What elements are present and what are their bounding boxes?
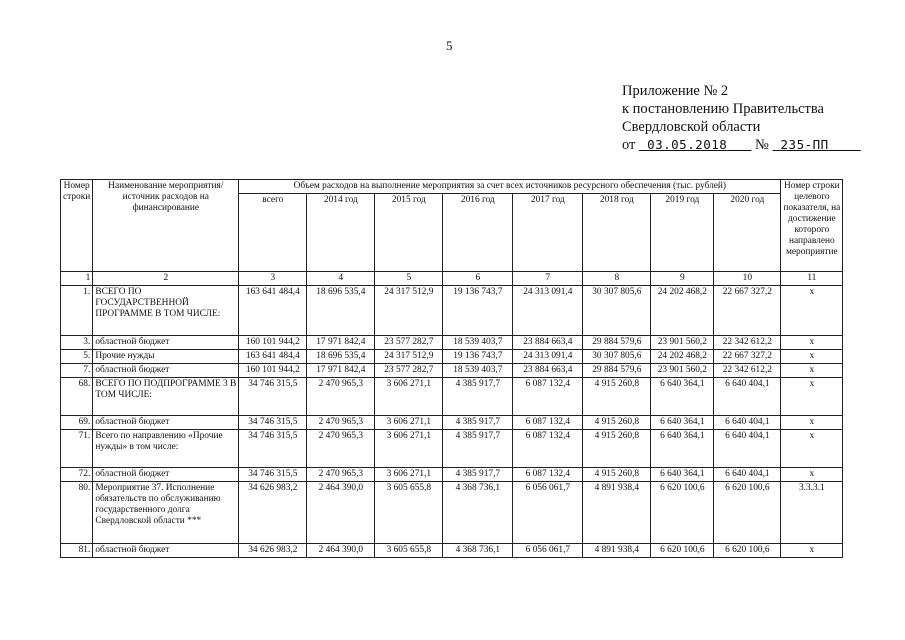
appendix-resolution: к постановлению Правительства	[622, 101, 824, 117]
row-value: 6 056 061,7	[513, 482, 583, 544]
row-value: 19 136 743,7	[443, 350, 513, 364]
row-value: 6 620 100,6	[714, 544, 781, 558]
row-value: 4 368 736,1	[443, 544, 513, 558]
row-value: 3 606 271,1	[375, 430, 443, 468]
row-number: 1.	[61, 286, 93, 336]
row-value: 18 539 403,7	[443, 336, 513, 350]
row-value: 18 696 535,4	[307, 286, 375, 336]
row-number: 80.	[61, 482, 93, 544]
header-year: 2015 год	[375, 194, 443, 272]
row-value: 24 313 091,4	[513, 286, 583, 336]
row-value: 4 915 260,8	[583, 468, 651, 482]
row-value: 34 746 315,5	[239, 430, 307, 468]
row-value: 34 746 315,5	[239, 378, 307, 416]
row-value: 23 901 560,2	[651, 336, 714, 350]
column-number: 1	[61, 272, 93, 286]
row-value: 2 470 965,3	[307, 378, 375, 416]
row-value: 23 901 560,2	[651, 364, 714, 378]
row-value: 18 539 403,7	[443, 364, 513, 378]
column-number: 5	[375, 272, 443, 286]
row-value: 6 640 404,1	[714, 378, 781, 416]
column-number: 7	[513, 272, 583, 286]
row-value: 6 640 364,1	[651, 468, 714, 482]
row-value: 34 746 315,5	[239, 416, 307, 430]
header-year: всего	[239, 194, 307, 272]
row-value: 6 640 364,1	[651, 378, 714, 416]
row-value: 6 087 132,4	[513, 416, 583, 430]
row-value: 3 606 271,1	[375, 416, 443, 430]
expenditure-table	[60, 179, 843, 558]
resolution-number: 235-ПП	[780, 137, 829, 152]
row-value: 4 915 260,8	[583, 430, 651, 468]
header-row-1	[61, 180, 843, 194]
row-target: х	[781, 468, 843, 482]
table-row	[61, 336, 843, 350]
row-value: 6 640 404,1	[714, 430, 781, 468]
appendix-region: Свердловской области	[622, 119, 761, 135]
column-number: 3	[239, 272, 307, 286]
row-name: областной бюджет	[93, 364, 239, 378]
row-value: 6 620 100,6	[651, 482, 714, 544]
header-row-number: Номер строки	[61, 180, 93, 272]
appendix-title: Приложение № 2	[622, 83, 729, 99]
row-value: 30 307 805,6	[583, 286, 651, 336]
table-row	[61, 482, 843, 544]
row-value: 22 667 327,2	[714, 286, 781, 336]
header-year: 2020 год	[714, 194, 781, 272]
row-value: 24 313 091,4	[513, 350, 583, 364]
row-name: областной бюджет	[93, 336, 239, 350]
row-number: 69.	[61, 416, 93, 430]
row-value: 4 385 917,7	[443, 378, 513, 416]
resolution-date: 03.05.2018	[647, 137, 728, 152]
row-value: 4 915 260,8	[583, 416, 651, 430]
column-number: 8	[583, 272, 651, 286]
row-value: 4 891 938,4	[583, 482, 651, 544]
row-number: 3.	[61, 336, 93, 350]
row-value: 17 971 842,4	[307, 336, 375, 350]
header-year: 2018 год	[583, 194, 651, 272]
table-row	[61, 378, 843, 416]
row-value: 3 605 655,8	[375, 544, 443, 558]
column-number: 9	[651, 272, 714, 286]
row-value: 34 626 983,2	[239, 482, 307, 544]
appendix-date-line	[622, 136, 861, 154]
row-target: х	[781, 430, 843, 468]
row-value: 2 470 965,3	[307, 430, 375, 468]
row-name: ВСЕГО ПО ГОСУДАРСТВЕННОЙ ПРОГРАММЕ В ТОМ ЧИСЛЕ:	[93, 286, 239, 336]
row-value: 160 101 944,2	[239, 364, 307, 378]
row-target: х	[781, 286, 843, 336]
row-value: 6 056 061,7	[513, 544, 583, 558]
table-body	[61, 180, 843, 558]
row-value: 6 640 364,1	[651, 416, 714, 430]
table-row	[61, 416, 843, 430]
row-value: 6 640 364,1	[651, 430, 714, 468]
row-value: 6 087 132,4	[513, 468, 583, 482]
row-value: 163 641 484,4	[239, 350, 307, 364]
row-value: 2 470 965,3	[307, 416, 375, 430]
row-target: х	[781, 544, 843, 558]
column-number: 2	[93, 272, 239, 286]
table-row	[61, 468, 843, 482]
row-target: х	[781, 378, 843, 416]
row-value: 4 385 917,7	[443, 468, 513, 482]
row-value: 29 884 579,6	[583, 364, 651, 378]
row-value: 4 368 736,1	[443, 482, 513, 544]
row-value: 22 667 327,2	[714, 350, 781, 364]
row-value: 6 087 132,4	[513, 378, 583, 416]
row-value: 4 891 938,4	[583, 544, 651, 558]
row-value: 24 202 468,2	[651, 350, 714, 364]
header-volume: Объем расходов на выполнение мероприятия за счет всех источников ресурсного обеспечения (тыс. рублей)	[239, 180, 781, 194]
table-row	[61, 430, 843, 468]
row-name: Всего по направлению «Прочие нужды» в том числе:	[93, 430, 239, 468]
number-prefix: №	[755, 137, 769, 153]
table-row	[61, 286, 843, 336]
row-value: 22 342 612,2	[714, 336, 781, 350]
row-number: 72.	[61, 468, 93, 482]
row-value: 30 307 805,6	[583, 350, 651, 364]
row-name: Мероприятие 37. Исполнение обязательств по обслуживанию государственного долга Свердловской области ***	[93, 482, 239, 544]
row-value: 24 202 468,2	[651, 286, 714, 336]
header-name: Наименование мероприятия/источник расходов на финансирование	[93, 180, 239, 272]
row-value: 22 342 612,2	[714, 364, 781, 378]
row-value: 2 470 965,3	[307, 468, 375, 482]
row-value: 23 884 663,4	[513, 336, 583, 350]
row-value: 17 971 842,4	[307, 364, 375, 378]
row-target: х	[781, 364, 843, 378]
row-value: 24 317 512,9	[375, 350, 443, 364]
row-value: 3 606 271,1	[375, 378, 443, 416]
date-prefix: от	[622, 137, 636, 153]
row-value: 23 577 282,7	[375, 336, 443, 350]
row-value: 23 884 663,4	[513, 364, 583, 378]
row-value: 6 640 404,1	[714, 468, 781, 482]
column-number: 6	[443, 272, 513, 286]
column-number-row	[61, 272, 843, 286]
appendix-block	[622, 82, 861, 154]
table-row	[61, 364, 843, 378]
column-number: 11	[781, 272, 843, 286]
row-number: 81.	[61, 544, 93, 558]
header-year: 2019 год	[651, 194, 714, 272]
row-name: областной бюджет	[93, 416, 239, 430]
table-row	[61, 350, 843, 364]
row-number: 68.	[61, 378, 93, 416]
row-value: 18 696 535,4	[307, 350, 375, 364]
row-target: х	[781, 350, 843, 364]
row-number: 7.	[61, 364, 93, 378]
header-year: 2016 год	[443, 194, 513, 272]
row-value: 34 626 983,2	[239, 544, 307, 558]
row-value: 24 317 512,9	[375, 286, 443, 336]
header-target: Номер строки целевого показателя, на достижение которого направлено мероприятие	[781, 180, 843, 272]
row-value: 3 605 655,8	[375, 482, 443, 544]
table-row	[61, 544, 843, 558]
row-name: ВСЕГО ПО ПОДПРОГРАММЕ 3 В ТОМ ЧИСЛЕ:	[93, 378, 239, 416]
row-name: областной бюджет	[93, 544, 239, 558]
row-value: 160 101 944,2	[239, 336, 307, 350]
row-number: 71.	[61, 430, 93, 468]
row-value: 2 464 390,0	[307, 482, 375, 544]
row-value: 6 087 132,4	[513, 430, 583, 468]
row-number: 5.	[61, 350, 93, 364]
row-value: 34 746 315,5	[239, 468, 307, 482]
row-value: 4 385 917,7	[443, 416, 513, 430]
column-number: 4	[307, 272, 375, 286]
row-value: 6 620 100,6	[714, 482, 781, 544]
header-year: 2014 год	[307, 194, 375, 272]
row-target: х	[781, 336, 843, 350]
column-number: 10	[714, 272, 781, 286]
row-value: 4 385 917,7	[443, 430, 513, 468]
row-target: 3.3.3.1	[781, 482, 843, 544]
row-name: Прочие нужды	[93, 350, 239, 364]
row-name: областной бюджет	[93, 468, 239, 482]
header-year: 2017 год	[513, 194, 583, 272]
page-number: 5	[446, 38, 453, 53]
row-value: 3 606 271,1	[375, 468, 443, 482]
row-value: 29 884 579,6	[583, 336, 651, 350]
row-value: 4 915 260,8	[583, 378, 651, 416]
row-value: 23 577 282,7	[375, 364, 443, 378]
row-value: 6 620 100,6	[651, 544, 714, 558]
row-value: 6 640 404,1	[714, 416, 781, 430]
row-value: 2 464 390,0	[307, 544, 375, 558]
row-value: 163 641 484,4	[239, 286, 307, 336]
row-value: 19 136 743,7	[443, 286, 513, 336]
row-target: х	[781, 416, 843, 430]
